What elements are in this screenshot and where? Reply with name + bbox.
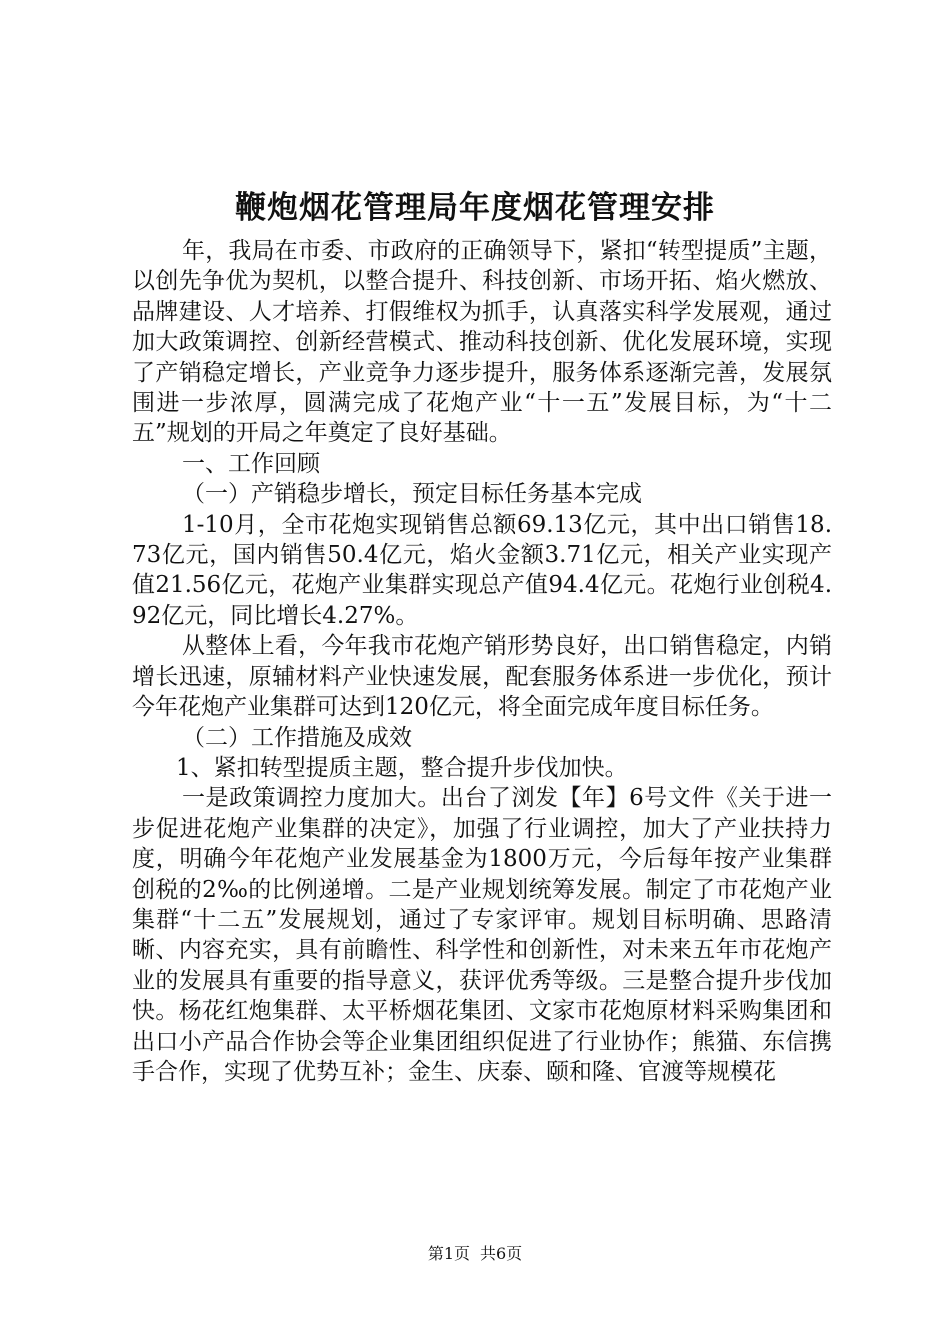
item-heading-transformation: 1、紧扣转型提质主题，整合提升步伐加快。 (176, 754, 628, 781)
document-title: 鞭炮烟花管理局年度烟花管理安排 (235, 190, 715, 226)
page-total: 共6页 (480, 1244, 523, 1263)
section-heading-review: 一、工作回顾 (182, 450, 320, 477)
page-number: 第1页 (427, 1244, 470, 1263)
paragraph-policy: 一是政策调控力度加大。出台了浏发【年】6号文件《关于进一步促进花炮产业集群的决定》，加强了行业调控，加大了产业扶持力度，明确今年花炮产业发展基金为1800万元，今后每年按产业集群创税的2‰的比例递增。二是产业规划统筹发展。制定了市花炮产业集群“十二五”发展规划，通过了专家评审。规划目标明确、思路清晰、内容充实，具有前瞻性、科学性和创新性，对未来五年市花炮产业的发展具有重要的指导意义，获评优秀等级。三是整合提升步伐加快。杨花红炮集群、太平桥烟花集团、文家市花炮原材料采购集团和出口小产品合作协会等企业集团组织促进了行业协作；熊猫、东信携手合作，实现了优势互补；金生、庆泰、颐和隆、官渡等规模花 (132, 785, 832, 1085)
paragraph-overall: 从整体上看，今年我市花炮产销形势良好，出口销售稳定，内销增长迅速，原辅材料产业快速发展，配套服务体系进一步优化，预计今年花炮产业集群可达到120亿元，将全面完成年度目标任务。 (132, 633, 832, 721)
paragraph-intro: 年，我局在市委、市政府的正确领导下，紧扣“转型提质”主题，以创先争优为契机，以整合提升、科技创新、市场开拓、焰火燃放、品牌建设、人才培养、打假维权为抓手，认真落实科学发展观，通过加大政策调控、创新经营模式、推动科技创新、优化发展环境，实现了产销稳定增长，产业竞争力逐步提升，服务体系逐渐完善，发展氛围进一步浓厚，圆满完成了花炮产业“十一五”发展目标，为“十二五”规划的开局之年奠定了良好基础。 (132, 238, 832, 447)
paragraph-sales-figures: 1-10月，全市花炮实现销售总额69.13亿元，其中出口销售18.73亿元，国内销售50.4亿元，焰火金额3.71亿元，相关产业实现产值21.56亿元，花炮产业集群实现总产值94.4亿元。花炮行业创税4.92亿元，同比增长4.27%。 (132, 511, 832, 629)
document-body (132, 236, 832, 1087)
subsection-heading-sales: （一）产销稳步增长，预定目标任务基本完成 (182, 481, 642, 508)
page-footer (0, 1243, 950, 1265)
subsection-heading-measures: （二）工作措施及成效 (182, 724, 412, 751)
